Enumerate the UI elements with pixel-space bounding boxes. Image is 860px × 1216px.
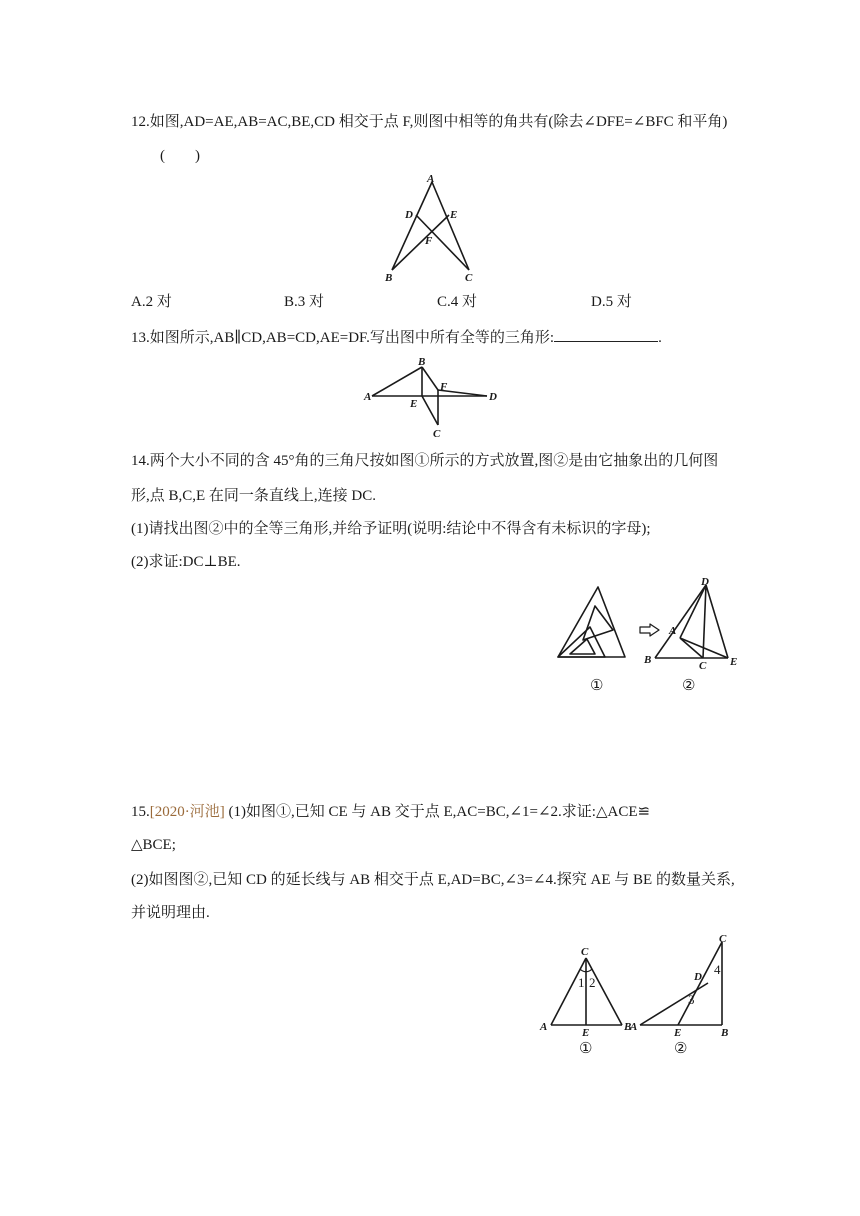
q14-part1: (1)请找出图②中的全等三角形,并给予证明(说明:结论中不得含有未标识的字母); bbox=[131, 521, 651, 537]
q14-line2: 形,点 B,C,E 在同一条直线上,连接 DC. bbox=[131, 488, 377, 504]
q14-label-e: E bbox=[730, 656, 738, 668]
q13-label-f: F bbox=[440, 381, 448, 393]
q15-fig1-label-e: E bbox=[582, 1027, 590, 1039]
q15-fig2-label-d: D bbox=[694, 971, 702, 983]
q13-label-e: E bbox=[410, 398, 418, 410]
q15-fig1-label-c: C bbox=[581, 946, 589, 958]
q14-caption-2: ② bbox=[682, 678, 696, 694]
q15-line4: 并说明理由. bbox=[131, 905, 210, 921]
q14-label-a: A bbox=[669, 625, 677, 637]
q13-figure bbox=[360, 355, 510, 440]
q15-fig1-label-2: 2 bbox=[589, 975, 596, 990]
q14-label-b: B bbox=[644, 654, 652, 666]
q15-figure-2 bbox=[628, 930, 733, 1040]
q12-option-c: C.4 对 bbox=[437, 294, 478, 310]
q12-answer-paren: ( ) bbox=[160, 148, 200, 164]
q12-label-e: E bbox=[450, 209, 458, 221]
q15-fig2-label-e: E bbox=[674, 1027, 682, 1039]
q13-label-a: A bbox=[364, 391, 372, 403]
q14-label-d: D bbox=[701, 576, 709, 588]
q13-label-b: B bbox=[418, 356, 426, 368]
q12-option-a: A.2 对 bbox=[131, 294, 172, 310]
q13-answer-blank bbox=[554, 327, 658, 342]
q12-option-b: B.3 对 bbox=[284, 294, 325, 310]
q15-fig1-label-b: B bbox=[624, 1021, 632, 1033]
q12-label-b: B bbox=[385, 272, 393, 284]
q15-line1-text: (1)如图①,已知 CE 与 AB 交于点 E,AC=BC,∠1=∠2.求证:△ACE≌ bbox=[224, 804, 651, 820]
q14-label-c: C bbox=[699, 660, 707, 672]
q15-line3: (2)如图图②,已知 CD 的延长线与 AB 相交于点 E,AD=BC,∠3=∠4.探究 AE 与 BE 的数量关系, bbox=[131, 872, 735, 888]
q15-source: [2020·河池] bbox=[149, 804, 225, 820]
q15-fig2-label-4: 4 bbox=[714, 962, 721, 977]
q13-label-c: C bbox=[433, 428, 441, 440]
q15-fig1-label-1: 1 bbox=[578, 975, 585, 990]
q12-label-a: A bbox=[427, 173, 435, 185]
q14-figure-1 bbox=[555, 582, 635, 662]
q14-figure-2 bbox=[643, 575, 738, 670]
q12-figure bbox=[380, 172, 490, 287]
q13-stem-text: 13.如图所示,AB∥CD,AB=CD,AE=DF.写出图中所有全等的三角形: bbox=[131, 330, 555, 346]
q13-stem-end: . bbox=[658, 330, 662, 346]
q14-part2: (2)求证:DC⊥BE. bbox=[131, 554, 241, 570]
q12-stem: 12.如图,AD=AE,AB=AC,BE,CD 相交于点 F,则图中相等的角共有(除去∠DFE=∠BFC 和平角) bbox=[131, 114, 728, 130]
q15-fig1-label-a: A bbox=[540, 1021, 548, 1033]
q15-caption-2: ② bbox=[674, 1041, 688, 1057]
q14-line1: 14.两个大小不同的含 45°角的三角尺按如图①所示的方式放置,图②是由它抽象出的几何图 bbox=[131, 453, 719, 469]
q12-option-d: D.5 对 bbox=[591, 294, 632, 310]
q15-line2: △BCE; bbox=[131, 837, 176, 853]
q14-caption-1: ① bbox=[590, 678, 604, 694]
q15-fig2-label-3: 3 bbox=[688, 992, 695, 1007]
q15-fig2-label-a: A bbox=[630, 1021, 638, 1033]
q15-line1 bbox=[131, 802, 650, 822]
q13-stem bbox=[131, 327, 662, 348]
q12-label-f: F bbox=[425, 235, 433, 247]
q15-fig2-label-c: C bbox=[719, 933, 727, 945]
q15-number: 15. bbox=[131, 804, 150, 820]
q13-label-d: D bbox=[489, 391, 497, 403]
q12-label-c: C bbox=[465, 272, 473, 284]
q15-fig2-label-b: B bbox=[721, 1027, 729, 1039]
q12-label-d: D bbox=[405, 209, 413, 221]
q15-caption-1: ① bbox=[579, 1041, 593, 1057]
